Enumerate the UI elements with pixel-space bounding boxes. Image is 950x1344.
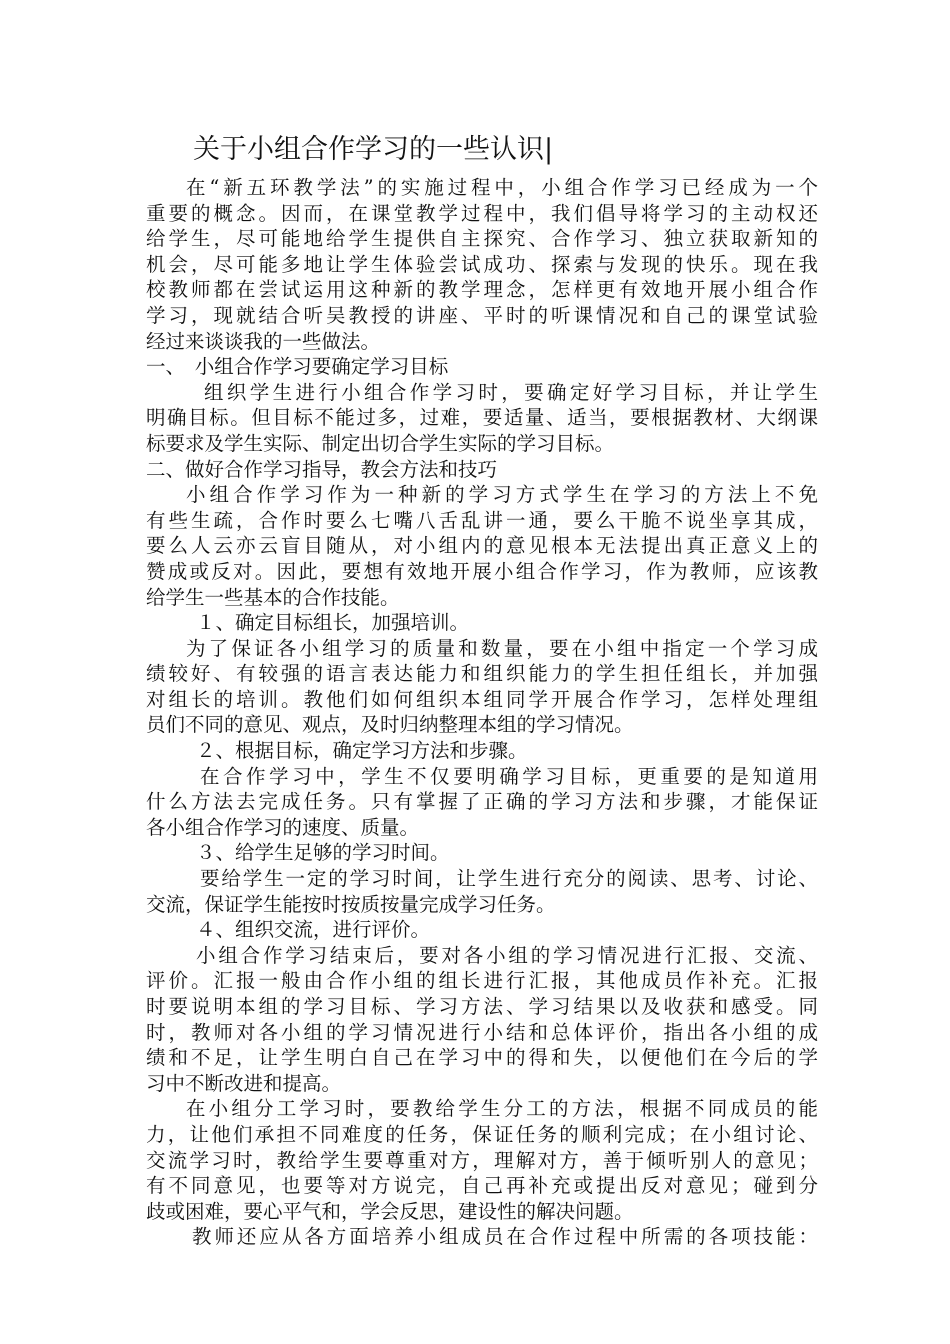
section-heading: 一、 小组合作学习要确定学习目标 [146,355,449,379]
paragraph-line: 绩和不足，让学生明白自己在学习中的得和失，以便他们在今后的学 [146,1046,818,1070]
paragraph-line: 标要求及学生实际、制定出切合学生实际的学习目标。 [146,431,615,455]
document-body [146,175,818,1250]
subsection-heading: ３、给学生足够的学习时间。 [196,841,450,865]
paragraph-line: 重要的概念。因而，在课堂教学过程中，我们倡导将学习的主动权还 [146,201,818,225]
paragraph-line: 时，教师对各小组的学习情况进行小结和总体评价，指出各小组的成 [146,1020,818,1044]
subsection-heading: ４、组织交流，进行评价。 [196,918,431,942]
paragraph-line: 机会，尽可能多地让学生体验尝试成功、探索与发现的快乐。现在我 [146,252,818,276]
paragraph-line: 给学生一些基本的合作技能。 [146,585,400,609]
paragraph-line: 小组合作学习作为一种新的学习方式学生在学习的方法上不免 [186,483,818,507]
paragraph-line: 员们不同的意见、观点，及时归纳整理本组的学习情况。 [146,713,634,737]
paragraph-line: 有不同意见，也要等对方说完，自己再补充或提出反对意见；碰到分 [146,1174,818,1198]
paragraph-line: 习中不断改进和提高。 [146,1071,342,1095]
paragraph-line: 对组长的培训。教他们如何组织本组同学开展合作学习，怎样处理组 [146,687,818,711]
paragraph-line: 力，让他们承担不同难度的任务，保证任务的顺利完成；在小组讨论、 [146,1122,818,1146]
paragraph-line: 明确目标。但目标不能过多，过难，要适量、适当，要根据教材、大纲课 [146,406,818,430]
paragraph-line: 各小组合作学习的速度、质量。 [146,815,420,839]
paragraph-line: 交流学习时，教给学生要尊重对方，理解对方，善于倾听别人的意见； [146,1148,818,1172]
paragraph-line: 经过来谈谈我的一些做法。 [146,329,381,353]
paragraph-line: 为了保证各小组学习的质量和数量，要在小组中指定一个学习成 [186,636,818,660]
paragraph-line: 组织学生进行小组合作学习时，要确定好学习目标，并让学生 [204,380,818,404]
paragraph-line: 有些生疏，合作时要么七嘴八舌乱讲一通，要么干脆不说坐享其成， [146,508,818,532]
paragraph-line: 绩较好、有较强的语言表达能力和组织能力的学生担任组长，并加强 [146,662,818,686]
paragraph-line: 在合作学习中，学生不仅要明确学习目标，更重要的是知道用 [200,764,818,788]
paragraph-line: 歧或困难，要心平气和，学会反思，建设性的解决问题。 [146,1199,634,1223]
section-heading: 二、做好合作学习指导，教会方法和技巧 [146,457,498,481]
paragraph-line: 在小组分工学习时，要教给学生分工的方法，根据不同成员的能 [186,1097,818,1121]
paragraph-line: 给学生，尽可能地给学生提供自主探究、合作学习、独立获取新知的 [146,227,818,251]
paragraph-line: 要么人云亦云盲目随从，对小组内的意见根本无法提出真正意义上的 [146,534,818,558]
paragraph-line: 赞成或反对。因此，要想有效地开展小组合作学习，作为教师，应该教 [146,559,818,583]
paragraph-line: 校教师都在尝试运用这种新的教学理念，怎样更有效地开展小组合作 [146,278,818,302]
paragraph-line: 评价。汇报一般由合作小组的组长进行汇报，其他成员作补充。汇报 [146,969,818,993]
paragraph-line: 时要说明本组的学习目标、学习方法、学习结果以及收获和感受。同 [146,995,818,1018]
paragraph-line: 小组合作学习结束后，要对各小组的学习情况进行汇报、交流、 [196,943,818,967]
subsection-heading: ２、根据目标，确定学习方法和步骤。 [196,739,528,763]
paragraph-line: 交流，保证学生能按时按质按量完成学习任务。 [146,892,556,916]
paragraph-line: 教师还应从各方面培养小组成员在合作过程中所需的各项技能： [192,1225,818,1249]
paragraph-line: 在“新五环教学法”的实施过程中，小组合作学习已经成为一个 [186,176,818,199]
paragraph-line: 学习，现就结合听吴教授的讲座、平时的听课情况和自己的课堂试验 [146,303,818,327]
subsection-heading: １、确定目标组长，加强培训。 [196,611,470,635]
paragraph-line: 要给学生一定的学习时间，让学生进行充分的阅读、思考、讨论、 [200,867,818,891]
document-title: 关于小组合作学习的一些认识| [193,134,554,165]
paragraph-line: 什么方法去完成任务。只有掌握了正确的学习方法和步骤，才能保证 [146,790,818,814]
